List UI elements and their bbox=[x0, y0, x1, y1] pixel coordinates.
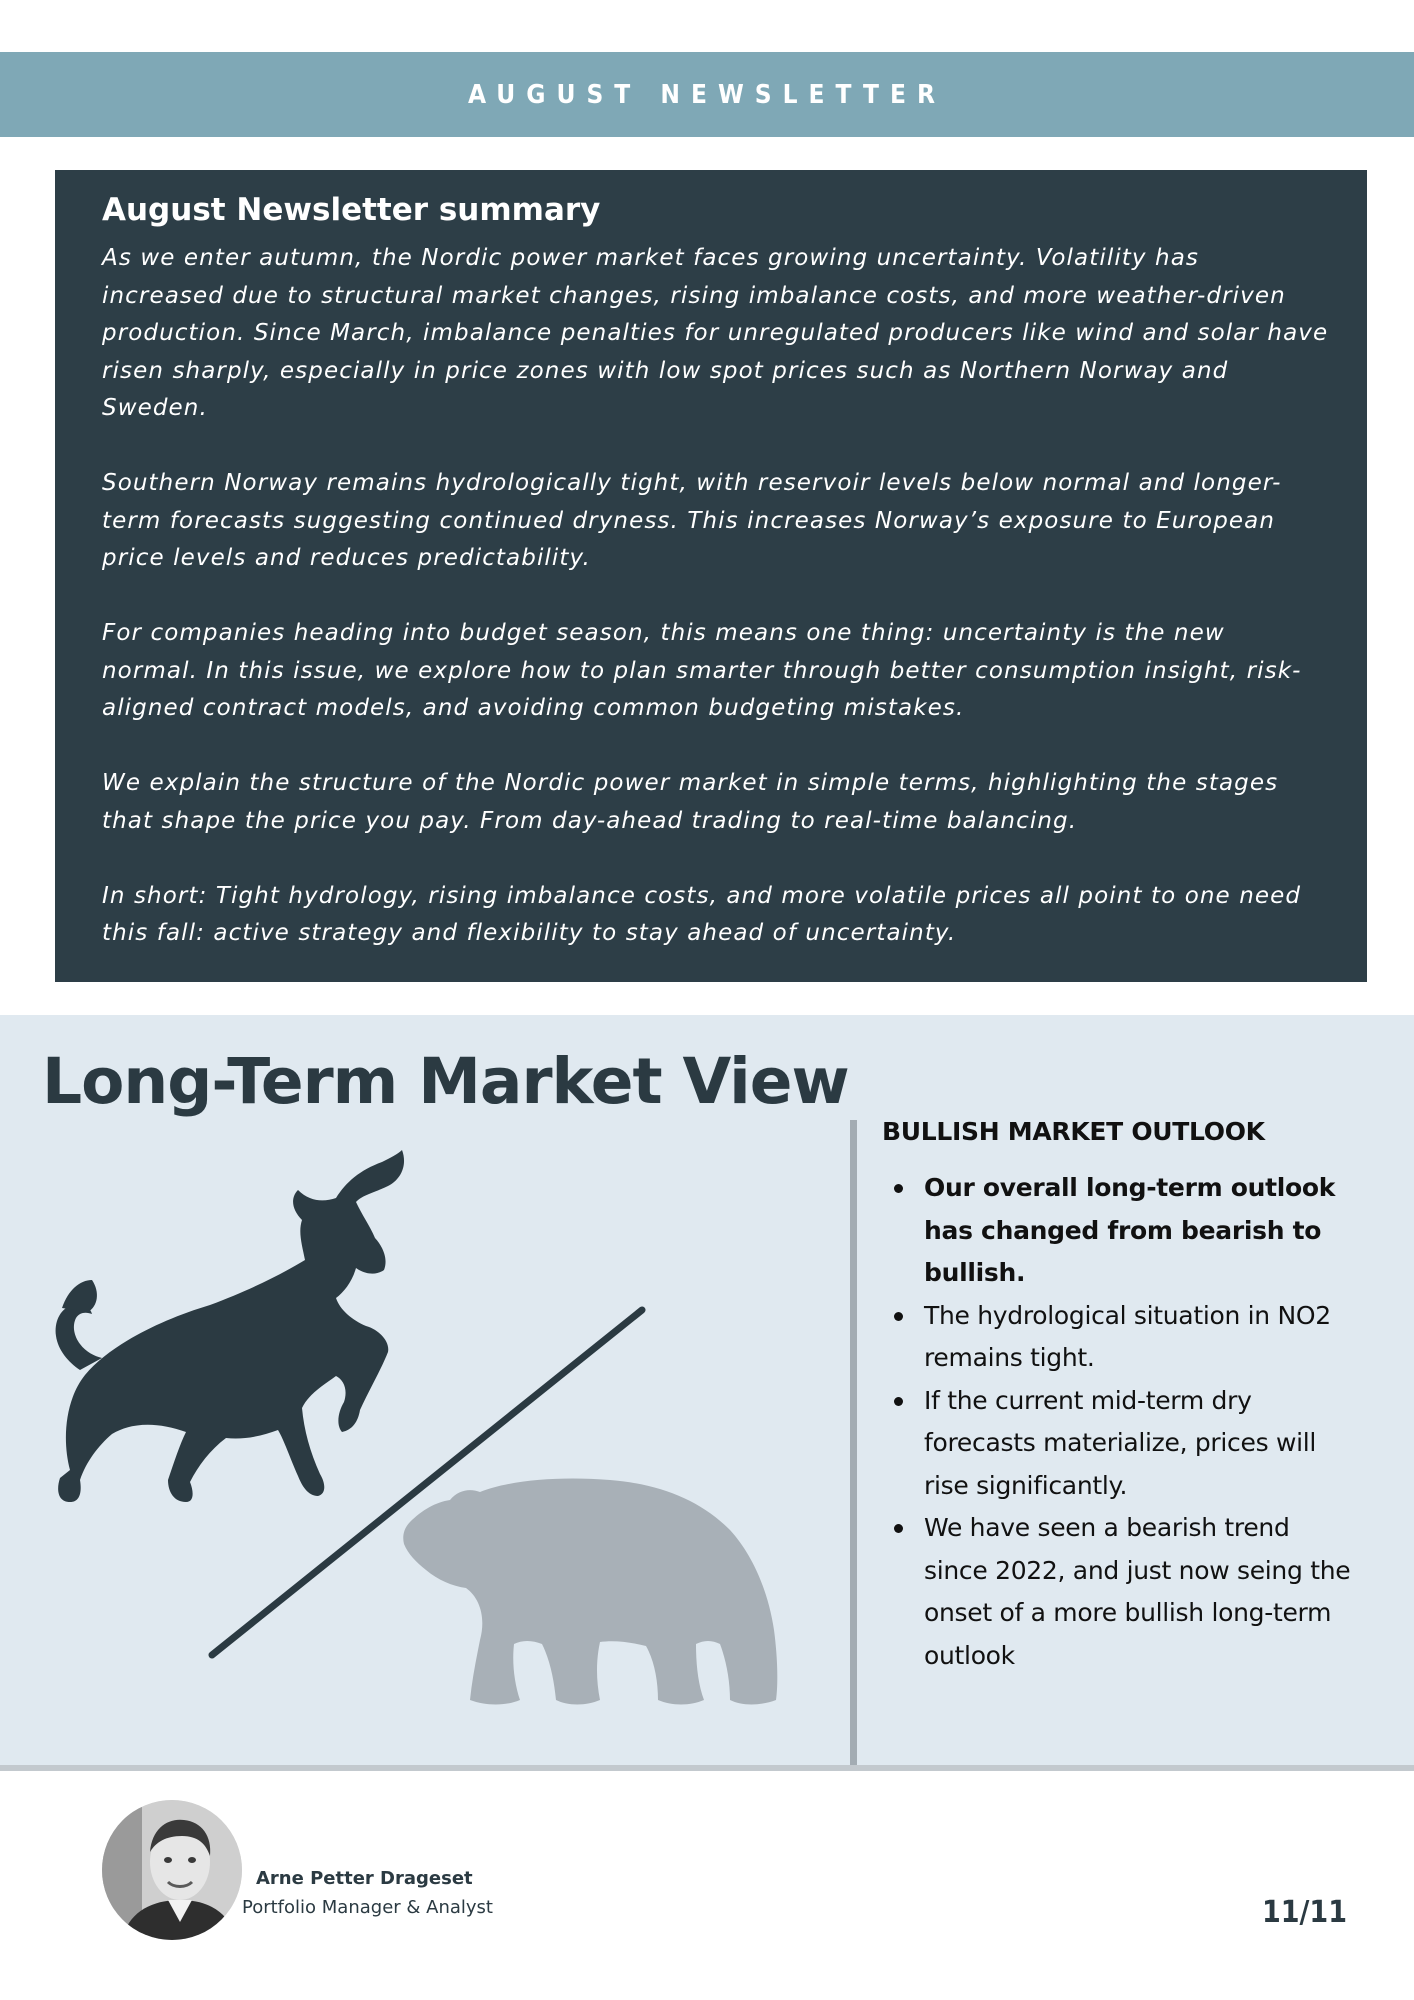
bullet-icon bbox=[894, 1312, 903, 1321]
author-avatar bbox=[102, 1800, 242, 1940]
author-role: Portfolio Manager & Analyst bbox=[242, 1897, 493, 1918]
summary-box bbox=[55, 170, 1367, 982]
newsletter-banner bbox=[0, 52, 1414, 137]
summary-paragraph: For companies heading into budget season, this means one thing: uncertainty is the new normal. In this issue, we explore how to plan smarter through better consumption insight, risk-aligned contract models, and avoiding common budgeting mistakes. bbox=[102, 620, 1302, 721]
list-item bbox=[882, 1167, 1352, 1295]
summary-paragraph: In short: Tight hydrology, rising imbalance costs, and more volatile prices all point to one need this fall: active strategy and flexibility to stay ahead of uncertainty. bbox=[102, 882, 1302, 946]
outlook-list bbox=[882, 1167, 1352, 1677]
bear-icon bbox=[403, 1479, 777, 1705]
list-item-text: We have seen a bearish trend since 2022, and just now seing the onset of a more bullish long-term outlook bbox=[924, 1513, 1351, 1670]
summary-paragraph: As we enter autumn, the Nordic power market faces growing uncertainty. Volatility has increased due to structural market changes, rising imbalance costs, and more weather-driven production. Since March, imbalance penalties for unregulated producers like wind and solar have risen sharply, especially in price zones with low spot prices such as Northern Norway and Sweden. bbox=[102, 245, 1329, 421]
bullet-icon bbox=[894, 1524, 903, 1533]
list-item-text: Our overall long-term outlook has changed from bearish to bullish. bbox=[924, 1173, 1336, 1287]
vertical-divider bbox=[850, 1120, 857, 1770]
bull-icon bbox=[56, 1150, 404, 1502]
list-item bbox=[882, 1507, 1352, 1677]
market-view-title: Long-Term Market View bbox=[42, 1045, 849, 1118]
horizontal-divider bbox=[0, 1765, 1414, 1771]
list-item bbox=[882, 1380, 1352, 1508]
summary-paragraph: We explain the structure of the Nordic power market in simple terms, highlighting the stages that shape the price you pay. From day-ahead trading to real-time balancing. bbox=[102, 770, 1279, 834]
list-item bbox=[882, 1295, 1352, 1380]
outlook-title: BULLISH MARKET OUTLOOK bbox=[882, 1117, 1265, 1146]
avatar-portrait-icon bbox=[102, 1800, 242, 1940]
summary-paragraph: Southern Norway remains hydrologically tight, with reservoir levels below normal and longer-term forecasts suggesting continued dryness. This increases Norway’s exposure to European price levels and reduces predictability. bbox=[102, 470, 1282, 571]
bullet-icon bbox=[894, 1184, 903, 1193]
bull-bear-illustration bbox=[40, 1140, 800, 1710]
bullet-icon bbox=[894, 1397, 903, 1406]
author-name: Arne Petter Drageset bbox=[256, 1868, 473, 1889]
list-item-text: The hydrological situation in NO2 remains tight. bbox=[924, 1300, 1331, 1372]
banner-title: AUGUST NEWSLETTER bbox=[467, 79, 947, 110]
page-number: 11/11 bbox=[1262, 1895, 1347, 1930]
list-item-text: If the current mid-term dry forecasts materialize, prices will rise significantly. bbox=[924, 1385, 1317, 1500]
summary-title: August Newsletter summary bbox=[102, 192, 601, 228]
